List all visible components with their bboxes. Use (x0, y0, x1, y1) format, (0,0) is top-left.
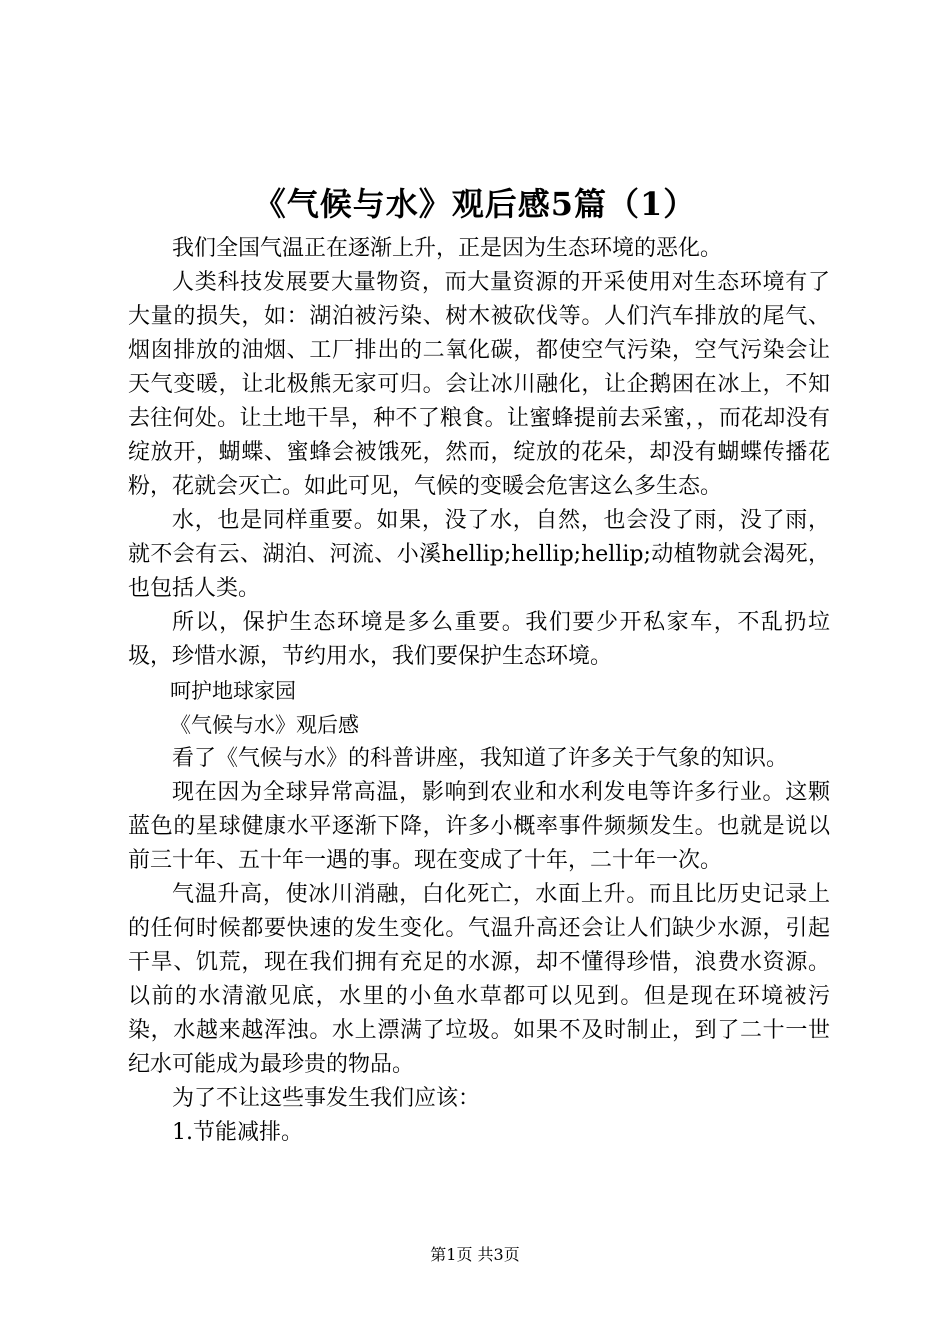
paragraph-8: 为了不让这些事发生我们应该： (172, 1086, 481, 1111)
paragraph-5: 看了《气候与水》的科普讲座，我知道了许多关于气象的知识。 (172, 746, 789, 771)
section-heading-2: 《气候与水》观后感 (170, 713, 359, 737)
document-title: 《气候与水》观后感5篇（1） (253, 185, 697, 223)
paragraph-7: 气温升高，使冰川消融，白化死亡，水面上升。而且比历史记录上的任何时候都要快速的发生变化。气温升高还会让人们缺少水源，引起干旱、饥荒，现在我们拥有充足的水源，却不懂得珍惜，浪费水资源。以前的水清澈见底，水里的小鱼水草都可以见到。但是现在环境被污染，水越来越浑浊。水上漂满了垃圾。如果不及时制止，到了二十一世纪水可能成为最珍贵的物品。 (128, 882, 830, 1077)
paragraph-3: 水，也是同样重要。如果，没了水，自然，也会没了雨，没了雨，就不会有云、湖泊、河流、小溪hellip;hellip;hellip;动植物就会渴死，也包括人类。 (128, 508, 830, 601)
paragraph-2: 人类科技发展要大量物资，而大量资源的开采使用对生态环境有了大量的损失，如：湖泊被污染、树木被砍伐等。人们汽车排放的尾气、烟囱排放的油烟、工厂排出的二氧化碳，都使空气污染，空气污染会让天气变暖，让北极熊无家可归。会让冰川融化，让企鹅困在冰上，不知去往何处。让土地干旱，种不了粮食。让蜜蜂提前去采蜜，，而花却没有绽放开，蝴蝶、蜜蜂会被饿死，然而，绽放的花朵，却没有蝴蝶传播花粉，花就会灭亡。如此可见，气候的变暖会危害这么多生态。 (128, 270, 830, 499)
section-heading-1: 呵护地球家园 (170, 679, 296, 703)
paragraph-4: 所以，保护生态环境是多么重要。我们要少开私家车，不乱扔垃圾，珍惜水源，节约用水，我们要保护生态环境。 (128, 610, 830, 669)
document-body (128, 232, 830, 1150)
paragraph-1: 我们全国气温正在逐渐上升，正是因为生态环境的恶化。 (172, 236, 723, 261)
page-number-footer: 第1页 共3页 (430, 1245, 520, 1264)
list-item-1: 1.节能减排。 (172, 1120, 303, 1145)
paragraph-6: 现在因为全球异常高温，影响到农业和水利发电等许多行业。这颗蓝色的星球健康水平逐渐下降，许多小概率事件频频发生。也就是说以前三十年、五十年一遇的事。现在变成了十年，二十年一次。 (128, 780, 830, 873)
